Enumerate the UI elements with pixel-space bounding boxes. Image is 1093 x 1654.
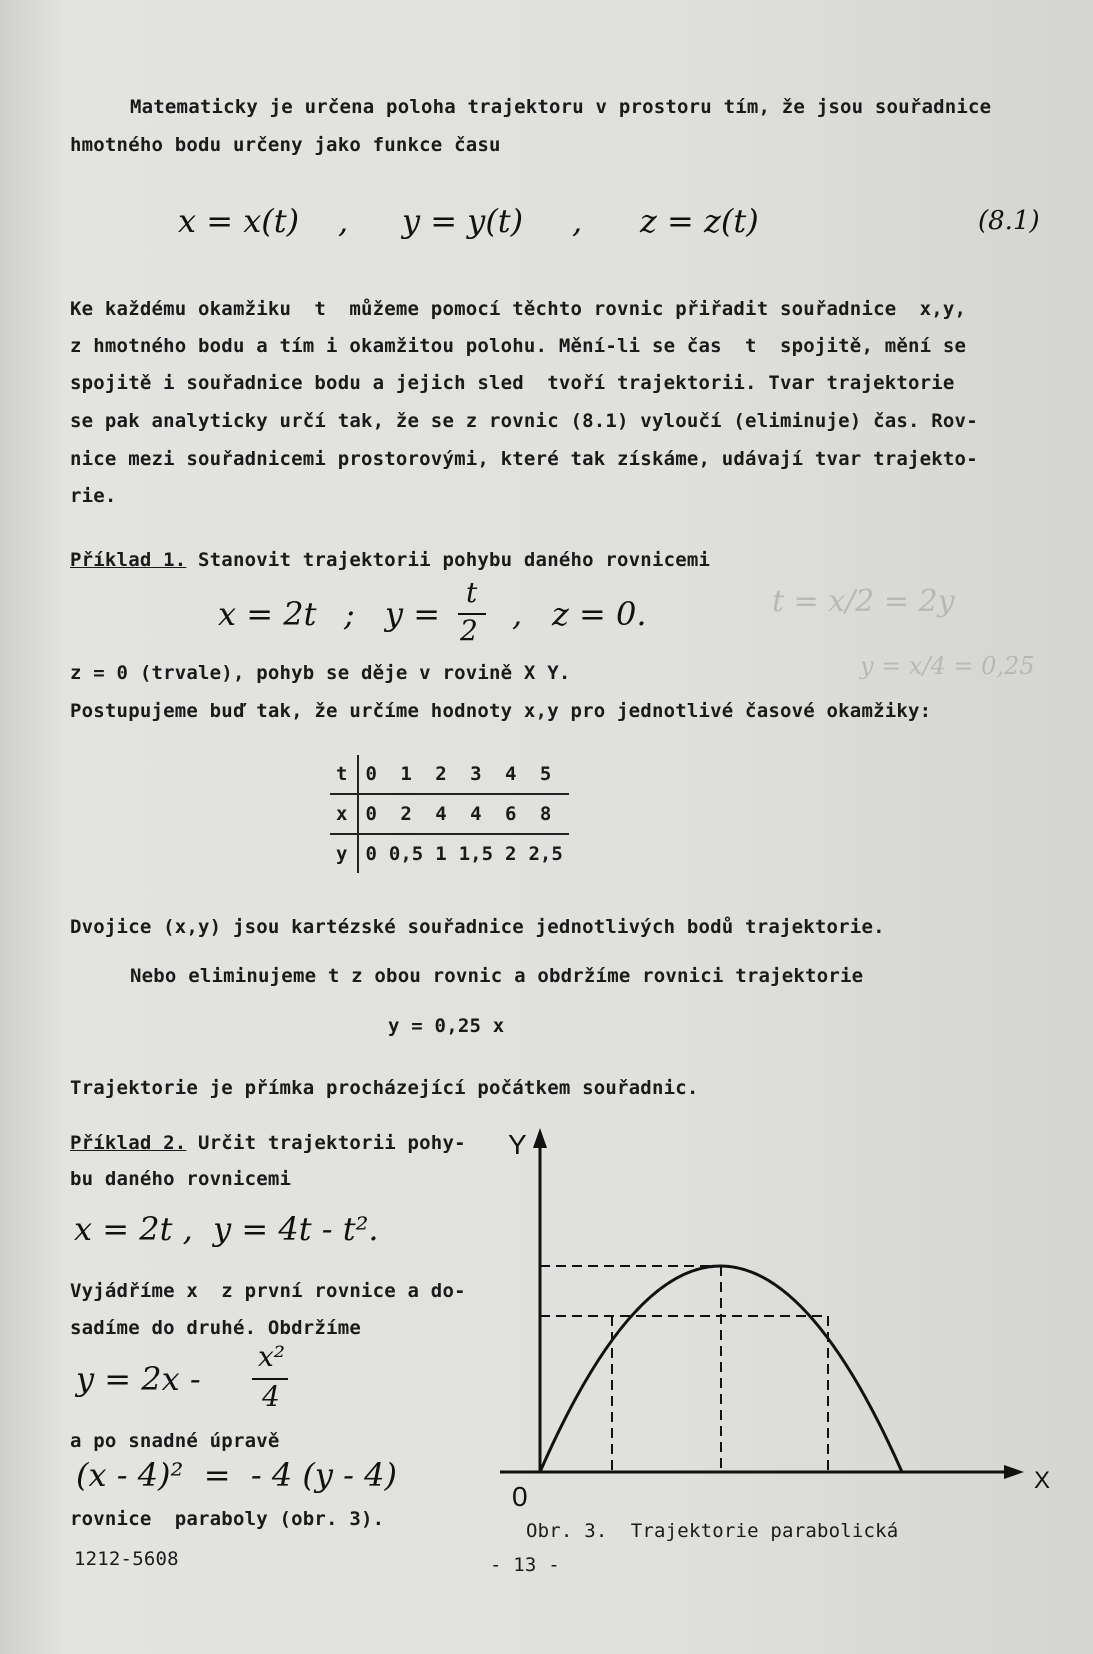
paragraph-line-6: rie. <box>70 485 117 507</box>
example1-eq-y: y = <box>385 595 441 633</box>
paragraph-line-3: spojitě i souřadnice bodu a jejich sled tvoří trajektorii. Tvar trajektorie <box>70 372 955 394</box>
paragraph-line-4: se pak analyticky určí tak, že se z rovnic (8.1) vyloučí (eliminuje) čas. Rov- <box>70 410 978 432</box>
y-axis-label: Y <box>508 1129 527 1160</box>
conclusion-line: Trajektorie je přímka procházející počátkem souřadnic. <box>70 1077 699 1099</box>
equation-x: x = x(t) <box>178 202 300 240</box>
pairs-line: Dvojice (x,y) jsou kartézské souřadnice jednotlivých bodů trajektorie. <box>70 916 885 938</box>
x-axis-label: X <box>1034 1467 1051 1494</box>
example1-eq-t: t <box>466 576 478 609</box>
equation-y: y = y(t) <box>402 202 524 240</box>
values-table <box>330 755 569 873</box>
example2-text: Určit trajektorii pohy- <box>186 1132 466 1154</box>
margin-note-1: t = x/2 = 2y <box>772 584 955 619</box>
eliminate-line: Nebo eliminujeme t z obou rovnic a obdržíme rovnici trajektorie <box>130 965 864 987</box>
document-page: Matematicky je určena poloha trajektoru v prostoru tím, že jsou souřadnice hmotného bodu určeny jako funkce času x = x(t) , y = y(t) , z = z(t) (8.1) Ke každému okamžiku t můžeme pomocí těchto rovnic přiřadit souřadnice x,y, z hmotného bodu a tím i okamžitou polohu. Mění-li se čas t spojitě, mění se spojitě i souřadnice bodu a jejich sled tvoří trajektorii. Tvar trajektorie se pak analyticky určí tak, že se z rovnic (8.1) vyloučí (eliminuje) čas. Rov- nice mezi souřadnicemi prostorovými, které tak získáme, udávají tvar trajekto- rie. Příklad 1. Stanovit trajektorii pohybu daného rovnicemi x = 2t ; y = t 2 , z = 0. t = x/2 = 2y y = x/4 = 0,25 z = 0 (trvale), pohyb se děje v rovině X Y. Postupujeme buď tak, že určíme hodnoty x,y pro jednotlivé časové okamžiky: t 0 1 2 3 4 5 x 0 2 4 4 6 8 y 0 0,5 1 1,5 2 2,5 Dvojice (x,y) jsou kartézské souřadnice jednotlivých bodů trajektorie. Nebo eliminujeme t z obou rovnic a obdržíme rovnici trajektorie y = 0,25 x Trajektorie je přímka procházející počátkem souřadnic. Příklad 2. Určit trajektorii pohy- bu daného rovnicemi x = 2t , y = 4t - t². Vyjádříme x z první rovnice a do- sadíme do druhé. Obdržíme y = 2x - x² 4 a po snadné úpravě (x - 4)² = - 4 (y - 4) rovnice paraboly (obr. 3). Y X 0 Obr. 3. Trajektorie parabolická 1212-5608 - 13 - <box>0 0 1093 1654</box>
example1-heading <box>70 541 710 579</box>
example1-eq-2: 2 <box>460 614 478 647</box>
parabola-equation: (x - 4)² = - 4 (y - 4) <box>76 1456 397 1494</box>
eq2-numerator: x² <box>258 1340 286 1373</box>
y-axis-arrow <box>533 1128 547 1148</box>
example2-text-2: bu daného rovnicemi <box>70 1168 292 1190</box>
method-line: Postupujeme buď tak, že určíme hodnoty x,y pro jednotlivé časové okamžiky: <box>70 700 932 722</box>
parabola-figure <box>490 1120 1070 1520</box>
eq2-left: y = 2x - <box>76 1360 201 1398</box>
express-line-1: Vyjádříme x z první rovnice a do- <box>70 1280 466 1302</box>
paragraph-line-2: z hmotného bodu a tím i okamžitou polohu. Mění-li se čas t spojitě, mění se <box>70 335 967 357</box>
eq2-denominator: 4 <box>262 1380 280 1413</box>
paragraph-line-5: nice mezi souřadnicemi prostorovými, které tak získáme, udávají tvar trajekto- <box>70 448 978 470</box>
parabola-line: rovnice paraboly (obr. 3). <box>70 1508 385 1530</box>
intro-line-1: Matematicky je určena poloha trajektoru v prostoru tím, že jsou souřadnice <box>130 96 992 118</box>
result-equation: y = 0,25 x <box>388 1015 505 1037</box>
origin-label: 0 <box>512 1481 528 1512</box>
paragraph-line-1: Ke každému okamžiku t můžeme pomocí těchto rovnic přiřadit souřadnice x,y, <box>70 298 967 320</box>
table-row: x 0 2 4 4 6 8 <box>330 794 569 834</box>
page-number: - 13 - <box>490 1554 560 1576</box>
example1-eq-z: z = 0. <box>552 595 647 633</box>
margin-note-2: y = x/4 = 0,25 <box>860 652 1035 680</box>
example1-label: Příklad 1. <box>70 549 187 571</box>
example2-label: Příklad 2. <box>70 1132 187 1154</box>
equation-z: z = z(t) <box>640 202 759 240</box>
example2-equation: x = 2t , y = 4t - t². <box>74 1210 379 1248</box>
example1-eq-x: x = 2t <box>218 595 317 633</box>
x-axis-arrow <box>1004 1465 1024 1479</box>
table-row: y 0 0,5 1 1,5 2 2,5 <box>330 834 569 873</box>
table-row: t 0 1 2 3 4 5 <box>330 755 569 794</box>
example1-text: Stanovit trajektorii pohybu daného rovnicemi <box>186 549 711 571</box>
footer-code: 1212-5608 <box>74 1548 179 1570</box>
figure-caption: Obr. 3. Trajektorie parabolická <box>526 1520 899 1542</box>
example2-heading <box>70 1124 466 1162</box>
after-line: a po snadné úpravě <box>70 1430 280 1452</box>
intro-line-2: hmotného bodu určeny jako funkce času <box>70 134 501 156</box>
z-line: z = 0 (trvale), pohyb se děje v rovině X Y. <box>70 662 571 684</box>
express-line-2: sadíme do druhé. Obdržíme <box>70 1317 361 1339</box>
equation-label: (8.1) <box>978 206 1040 236</box>
